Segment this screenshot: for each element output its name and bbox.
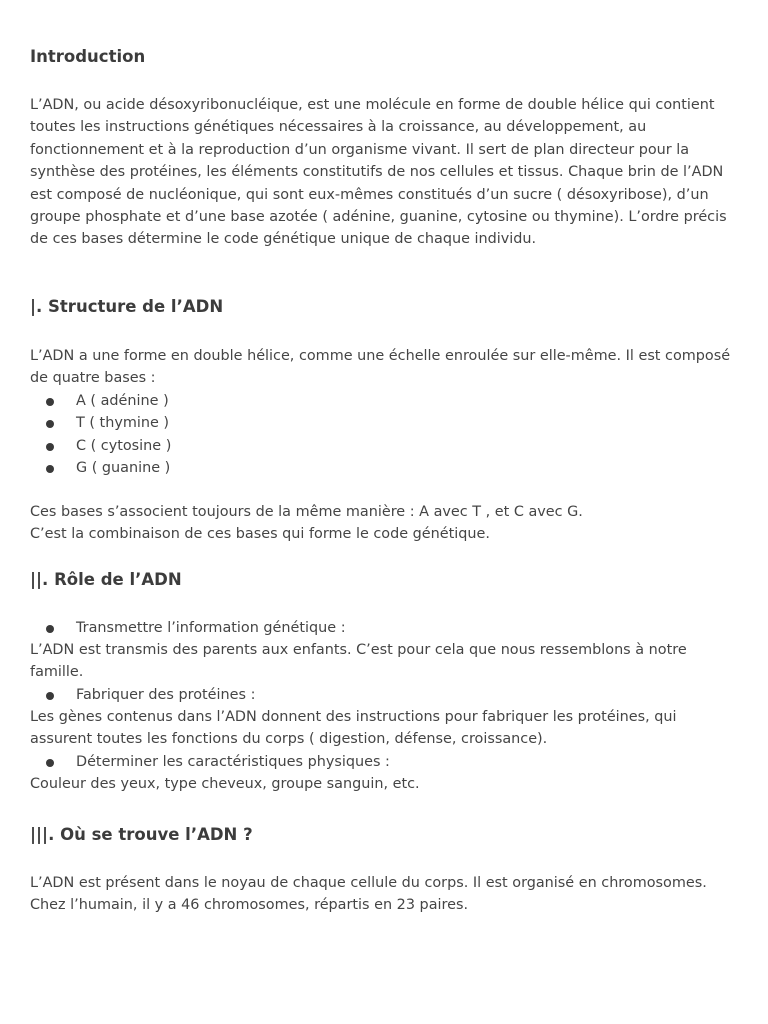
role-description: Les gènes contenus dans l’ADN donnent des instructions pour fabriquer les protéines, qui assurent toutes les fonctions du corps ( digestion, défense, croissance). xyxy=(30,709,677,748)
section3-paragraph: L’ADN est présent dans le noyau de chaque cellule du corps. Il est organisé en chromosomes. Chez l’humain, il y a 46 chromosomes, répartis en 23 paires. xyxy=(30,875,707,914)
bullet-icon xyxy=(46,420,54,428)
pairing-line-2: C’est la combinaison de ces bases qui forme le code génétique. xyxy=(30,526,490,542)
section1-intro-paragraph: L’ADN a une forme en double hélice, comme une échelle enroulée sur elle-même. Il est composé de quatre bases : xyxy=(30,348,731,387)
role-title: Transmettre l’information génétique : xyxy=(76,620,346,636)
intro-paragraph: L’ADN, ou acide désoxyribonucléique, est une molécule en forme de double hélice qui contient toutes les instructions génétiques nécessaires à la croissance, au développement, au fonctionnement et à la reproduction d’un organisme vivant. Il sert de plan directeur pour la synthèse des protéines, les éléments constitutifs de nos cellules et tissus. Chaque brin de l’ADN est composé de nucléonique, qui sont eux-mêmes constitués d’un sucre ( désoxyribose), d’un groupe phosphate et d’une base azotée ( adénine, guanine, cytosine ou thymine). L’ordre précis de ces bases détermine le code génétique unique de chaque individu. xyxy=(30,97,727,248)
intro-heading: Introduction xyxy=(30,47,146,66)
list-item xyxy=(30,412,742,434)
section1-heading: |. Structure de l’ADN xyxy=(30,297,224,316)
role-list-item-3 xyxy=(30,751,742,773)
bullet-icon xyxy=(46,625,54,633)
section2-heading: ||. Rôle de l’ADN xyxy=(30,570,182,589)
bullet-icon xyxy=(46,398,54,406)
list-item xyxy=(30,457,742,479)
list-item xyxy=(30,751,742,773)
base-label: A ( adénine ) xyxy=(76,393,169,409)
role-title: Fabriquer des protéines : xyxy=(76,687,256,703)
role-list-item-1 xyxy=(30,617,742,639)
role-list-item-2 xyxy=(30,684,742,706)
bases-list xyxy=(30,390,742,480)
list-item xyxy=(30,617,742,639)
pairing-line-1: Ces bases s’associent toujours de la même manière : A avec T , et C avec G. xyxy=(30,504,583,520)
role-description: L’ADN est transmis des parents aux enfants. C’est pour cela que nous ressemblons à notre famille. xyxy=(30,642,687,681)
bullet-icon xyxy=(46,443,54,451)
bullet-icon xyxy=(46,759,54,767)
base-label: C ( cytosine ) xyxy=(76,437,172,454)
role-title: Déterminer les caractéristiques physiques : xyxy=(76,754,390,770)
bullet-icon xyxy=(46,692,54,700)
list-item xyxy=(30,435,742,457)
section3-heading: |||. Où se trouve l’ADN ? xyxy=(30,825,253,844)
base-label: G ( guanine ) xyxy=(76,460,171,477)
role-description: Couleur des yeux, type cheveux, groupe sanguin, etc. xyxy=(30,776,420,792)
list-item xyxy=(30,390,742,412)
list-item xyxy=(30,684,742,706)
base-label: T ( thymine ) xyxy=(76,415,170,432)
bullet-icon xyxy=(46,465,54,473)
